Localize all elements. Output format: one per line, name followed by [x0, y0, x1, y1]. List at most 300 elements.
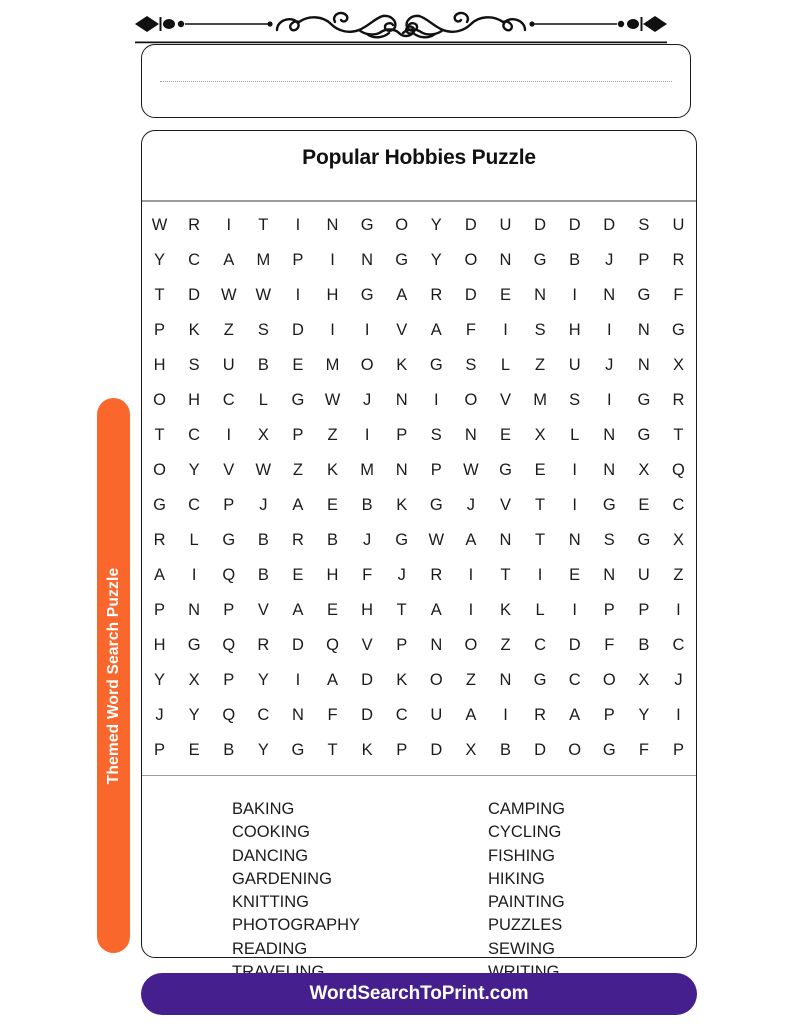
grid-cell[interactable]: B [257, 530, 269, 549]
grid-cell[interactable]: E [292, 565, 304, 584]
grid-cell[interactable]: I [606, 390, 612, 409]
grid-cell[interactable]: O [568, 740, 582, 759]
grid-cell[interactable]: U [499, 215, 512, 234]
grid-cell[interactable]: G [637, 530, 651, 549]
grid-cell[interactable]: F [604, 635, 615, 654]
grid-cell[interactable]: D [430, 740, 443, 759]
grid-cell[interactable]: O [429, 670, 443, 689]
word-list-item[interactable]: PUZZLES [488, 916, 563, 935]
grid-cell[interactable]: S [465, 355, 477, 374]
word-list-item[interactable]: COOKING [232, 823, 310, 842]
grid-cell[interactable]: P [672, 740, 684, 759]
grid-cell[interactable]: N [395, 460, 408, 479]
footer-website-label: WordSearchToPrint.com [309, 983, 529, 1004]
grid-cell[interactable]: K [499, 600, 511, 619]
grid-cell[interactable]: D [188, 285, 201, 304]
grid-cell[interactable]: P [638, 250, 650, 269]
grid-cell[interactable]: Y [430, 215, 442, 234]
grid-cell[interactable]: J [674, 670, 683, 689]
grid-cell[interactable]: S [430, 425, 442, 444]
word-list-item[interactable]: HIKING [488, 869, 545, 888]
grid-cell[interactable]: P [638, 600, 650, 619]
grid-row [142, 488, 696, 523]
grid-cell[interactable]: S [257, 320, 269, 339]
grid-cell[interactable]: Z [327, 425, 338, 444]
grid-cell[interactable]: P [154, 320, 166, 339]
grid-cell[interactable]: J [362, 530, 372, 549]
grid-cell[interactable]: Z [535, 355, 546, 374]
grid-cell[interactable]: P [603, 600, 615, 619]
grid-cell[interactable]: I [434, 390, 439, 409]
grid-cell[interactable]: I [364, 320, 370, 339]
grid-cell[interactable]: X [638, 460, 650, 479]
grid-cell[interactable]: J [397, 565, 406, 584]
grid-cell[interactable]: T [396, 600, 407, 619]
grid-cell[interactable]: A [430, 600, 442, 619]
grid-cell[interactable]: J [466, 495, 476, 514]
grid-cell[interactable]: N [637, 355, 650, 374]
grid-cell[interactable]: H [326, 565, 339, 584]
grid-cell[interactable]: O [464, 250, 478, 269]
grid-cell[interactable]: O [602, 670, 616, 689]
grid-cell[interactable]: R [672, 390, 685, 409]
grid-cell[interactable]: X [257, 425, 269, 444]
grid-row [142, 383, 696, 418]
grid-cell[interactable]: I [295, 285, 301, 304]
grid-cell[interactable]: I [503, 705, 508, 724]
grid-cell[interactable]: K [327, 460, 339, 479]
grid-cell[interactable]: W [151, 215, 168, 234]
grid-cell[interactable]: Y [257, 740, 269, 759]
grid-cell[interactable]: N [499, 670, 512, 689]
name-entry-box[interactable] [141, 44, 691, 118]
word-list-item[interactable]: PHOTOGRAPHY [232, 916, 361, 935]
grid-cell[interactable]: H [326, 285, 339, 304]
grid-cell[interactable]: X [188, 670, 200, 689]
grid-cell[interactable]: N [568, 530, 581, 549]
grid-cell[interactable]: O [153, 460, 166, 479]
grid-cell[interactable]: E [638, 495, 650, 514]
word-list-column-left [142, 798, 440, 984]
grid-cell[interactable]: O [464, 635, 478, 654]
grid-cell[interactable]: C [188, 250, 201, 269]
grid-cell[interactable]: K [396, 670, 408, 689]
word-list-item[interactable]: CYCLING [488, 823, 562, 842]
grid-cell[interactable]: T [500, 565, 511, 584]
grid-cell[interactable]: S [638, 215, 650, 234]
grid-cell[interactable]: G [360, 215, 374, 234]
ornament-divider [131, 2, 671, 44]
grid-cell[interactable]: B [327, 530, 339, 549]
grid-cell[interactable]: G [187, 635, 201, 654]
grid-cell[interactable]: D [291, 635, 304, 654]
grid-cell[interactable]: U [568, 355, 581, 374]
grid-cell[interactable]: D [361, 705, 374, 724]
grid-cell[interactable]: I [330, 250, 335, 269]
grid-cell[interactable]: I [537, 565, 543, 584]
grid-cell[interactable]: P [396, 425, 408, 444]
grid-cell[interactable]: X [638, 670, 650, 689]
grid-cell[interactable]: P [396, 740, 408, 759]
grid-row [142, 523, 696, 558]
grid-cell[interactable]: O [360, 355, 374, 374]
grid-cell[interactable]: J [605, 355, 614, 374]
grid-cell[interactable]: Z [465, 670, 476, 689]
grid-cell[interactable]: R [534, 705, 547, 724]
grid-cell[interactable]: A [430, 320, 442, 339]
grid-cell[interactable]: I [572, 285, 577, 304]
grid-cell[interactable]: C [672, 495, 685, 514]
grid-cell[interactable]: I [503, 320, 508, 339]
grid-cell[interactable]: H [188, 390, 201, 409]
grid-cell[interactable]: S [569, 390, 581, 409]
grid-cell[interactable]: C [222, 390, 235, 409]
grid-row [142, 313, 696, 348]
grid-cell[interactable]: P [292, 250, 304, 269]
grid-cell[interactable]: B [569, 250, 581, 269]
word-list-item[interactable]: GARDENING [232, 869, 332, 888]
word-list-item[interactable]: READING [232, 939, 308, 958]
grid-cell[interactable]: G [637, 390, 651, 409]
grid-cell[interactable]: U [637, 565, 650, 584]
grid-row [142, 208, 696, 243]
grid-cell[interactable]: I [572, 495, 577, 514]
grid-cell[interactable]: T [154, 285, 165, 304]
grid-cell[interactable]: I [226, 425, 232, 444]
side-tab-label: Themed Word Search Puzzle [104, 567, 122, 784]
grid-cell[interactable]: W [324, 390, 341, 409]
grid-cell[interactable]: P [603, 705, 615, 724]
grid-cell[interactable]: G [429, 355, 443, 374]
grid-cell[interactable]: L [535, 600, 545, 619]
grid-cell[interactable]: N [603, 460, 616, 479]
puzzle-card [141, 130, 697, 958]
grid-cell[interactable]: R [188, 215, 201, 234]
grid-cell[interactable]: E [534, 460, 546, 479]
grid-cell[interactable]: Z [673, 565, 684, 584]
grid-cell[interactable]: N [188, 600, 201, 619]
grid-cell[interactable]: D [464, 215, 477, 234]
grid-cell[interactable]: H [361, 600, 374, 619]
grid-cell[interactable]: O [464, 390, 478, 409]
grid-cell[interactable]: C [188, 495, 201, 514]
grid-cell[interactable]: C [188, 425, 201, 444]
grid-cell[interactable]: F [673, 285, 684, 304]
grid-cell[interactable]: P [223, 670, 235, 689]
grid-cell[interactable]: Y [154, 670, 166, 689]
grid-cell[interactable]: Y [638, 705, 650, 724]
grid-cell[interactable]: P [292, 425, 304, 444]
grid-cell[interactable]: R [153, 530, 166, 549]
grid-cell[interactable]: A [465, 705, 477, 724]
grid-cell[interactable]: M [256, 250, 271, 269]
footer-banner[interactable] [141, 973, 697, 1015]
grid-row [142, 453, 696, 488]
grid-cell[interactable]: N [603, 285, 616, 304]
grid-cell[interactable]: I [295, 215, 301, 234]
grid-cell[interactable]: N [603, 425, 616, 444]
grid-cell[interactable]: I [226, 215, 232, 234]
grid-cell[interactable]: G [637, 425, 651, 444]
grid-cell[interactable]: R [291, 530, 304, 549]
grid-cell[interactable]: A [396, 285, 408, 304]
grid-cell[interactable]: P [223, 600, 235, 619]
grid-cell[interactable]: J [155, 705, 164, 724]
word-list-item[interactable]: FISHING [488, 846, 555, 865]
grid-cell[interactable]: D [464, 285, 477, 304]
word-list-item[interactable]: KNITTING [232, 893, 309, 912]
grid-cell[interactable]: P [154, 600, 166, 619]
word-list-item[interactable]: CAMPING [488, 800, 566, 818]
grid-cell[interactable]: D [534, 215, 547, 234]
grid-cell[interactable]: G [602, 740, 616, 759]
grid-cell[interactable]: G [429, 495, 443, 514]
grid-cell[interactable]: H [153, 355, 166, 374]
grid-cell[interactable]: W [220, 285, 237, 304]
grid-cell[interactable]: B [638, 635, 650, 654]
grid-cell[interactable]: G [291, 390, 305, 409]
grid-cell[interactable]: C [395, 705, 408, 724]
grid-cell[interactable]: Y [154, 250, 166, 269]
grid-cell[interactable]: I [572, 460, 577, 479]
side-tab [97, 398, 130, 953]
grid-cell[interactable]: G [533, 250, 547, 269]
grid-cell[interactable]: I [676, 705, 681, 724]
grid-cell[interactable]: S [188, 355, 200, 374]
grid-cell[interactable]: O [395, 215, 409, 234]
grid-cell[interactable]: N [464, 425, 477, 444]
grid-row [142, 348, 696, 383]
grid-cell[interactable]: I [468, 600, 474, 619]
word-list-item[interactable]: BAKING [232, 800, 295, 818]
grid-cell[interactable]: R [672, 250, 685, 269]
grid-cell[interactable]: I [572, 600, 577, 619]
grid-cell[interactable]: G [533, 670, 547, 689]
grid-cell[interactable]: I [364, 425, 370, 444]
grid-cell[interactable]: I [191, 565, 197, 584]
grid-cell[interactable]: Z [292, 460, 303, 479]
grid-cell[interactable]: N [499, 530, 512, 549]
grid-cell[interactable]: Q [222, 705, 236, 724]
grid-cell[interactable]: A [292, 600, 304, 619]
grid-cell[interactable]: M [360, 460, 374, 479]
grid-cell[interactable]: V [499, 495, 511, 514]
grid-cell[interactable]: R [257, 635, 270, 654]
grid-cell[interactable]: L [570, 425, 580, 444]
grid-cell[interactable]: E [188, 740, 200, 759]
grid-cell[interactable]: G [291, 740, 305, 759]
grid-row [142, 278, 696, 313]
grid-cell[interactable]: A [569, 705, 581, 724]
grid-cell[interactable]: Y [188, 705, 200, 724]
grid-cell[interactable]: Y [188, 460, 200, 479]
grid-cell[interactable]: E [292, 355, 304, 374]
grid-cell[interactable]: Z [500, 635, 511, 654]
grid-cell[interactable]: K [396, 495, 408, 514]
grid-cell[interactable]: U [222, 355, 235, 374]
grid-cell[interactable]: G [222, 530, 236, 549]
grid-cell[interactable]: N [499, 250, 512, 269]
grid-cell[interactable]: W [463, 460, 479, 479]
grid-cell[interactable]: D [534, 740, 547, 759]
grid-cell[interactable]: L [258, 390, 268, 409]
grid-cell[interactable]: K [396, 355, 408, 374]
grid-cell[interactable]: J [362, 390, 372, 409]
grid-cell[interactable]: G [395, 530, 409, 549]
grid-cell[interactable]: A [465, 530, 477, 549]
grid-cell[interactable]: N [395, 390, 408, 409]
grid-cell[interactable]: V [361, 635, 373, 654]
grid-cell[interactable]: X [672, 355, 684, 374]
grid-row [142, 698, 696, 733]
grid-cell[interactable]: D [568, 215, 581, 234]
grid-cell[interactable]: H [153, 635, 166, 654]
grid-cell[interactable]: T [258, 215, 269, 234]
letter-grid[interactable] [142, 202, 696, 768]
grid-cell[interactable]: X [465, 740, 477, 759]
grid-cell[interactable]: N [534, 285, 547, 304]
grid-cell[interactable]: N [603, 565, 616, 584]
grid-cell[interactable]: F [362, 565, 373, 584]
grid-cell[interactable]: F [465, 320, 476, 339]
grid-cell[interactable]: W [255, 285, 272, 304]
grid-cell[interactable]: N [291, 705, 304, 724]
grid-cell[interactable]: J [605, 250, 614, 269]
grid-cell[interactable]: Q [222, 635, 236, 654]
grid-cell[interactable]: G [602, 495, 616, 514]
grid-cell[interactable]: P [396, 635, 408, 654]
grid-cell[interactable]: R [430, 565, 443, 584]
grid-row [142, 593, 696, 628]
grid-cell[interactable]: K [188, 320, 200, 339]
grid-cell[interactable]: V [223, 460, 235, 479]
grid-cell[interactable]: C [534, 635, 547, 654]
grid-row [142, 243, 696, 278]
grid-cell[interactable]: D [603, 215, 616, 234]
grid-cell[interactable]: Y [257, 670, 269, 689]
grid-cell[interactable]: H [568, 320, 581, 339]
grid-cell[interactable]: P [154, 740, 166, 759]
word-list-column-right [440, 798, 696, 984]
grid-cell[interactable]: G [499, 460, 512, 479]
grid-cell[interactable]: I [295, 670, 301, 689]
grid-cell[interactable]: F [327, 705, 338, 724]
grid-cell[interactable]: E [499, 285, 511, 304]
grid-cell[interactable]: J [259, 495, 268, 514]
grid-cell[interactable]: C [257, 705, 270, 724]
grid-cell[interactable]: U [430, 705, 443, 724]
grid-cell[interactable]: V [257, 600, 269, 619]
grid-cell[interactable]: D [568, 635, 581, 654]
grid-cell[interactable]: A [327, 670, 339, 689]
grid-cell[interactable]: U [672, 215, 685, 234]
grid-cell[interactable]: G [395, 250, 409, 269]
grid-cell[interactable]: X [534, 425, 546, 444]
grid-cell[interactable]: G [360, 285, 374, 304]
word-list [142, 776, 696, 984]
grid-cell[interactable]: Q [672, 460, 685, 479]
grid-cell[interactable]: P [223, 495, 235, 514]
grid-cell[interactable]: E [327, 600, 339, 619]
grid-cell[interactable]: N [637, 320, 650, 339]
grid-cell[interactable]: I [468, 565, 474, 584]
grid-cell[interactable]: I [676, 600, 681, 619]
grid-row [142, 628, 696, 663]
grid-cell[interactable]: V [396, 320, 408, 339]
grid-cell[interactable]: L [189, 530, 199, 549]
grid-cell[interactable]: Q [326, 635, 339, 654]
grid-cell[interactable]: F [638, 740, 649, 759]
grid-cell[interactable]: T [535, 530, 546, 549]
grid-cell[interactable]: G [672, 320, 685, 339]
grid-cell[interactable]: N [326, 215, 339, 234]
grid-row [142, 663, 696, 698]
grid-row [142, 558, 696, 593]
grid-cell[interactable]: B [499, 740, 511, 759]
grid-cell[interactable]: D [291, 320, 304, 339]
page-title: Popular Hobbies Puzzle [302, 146, 536, 169]
grid-cell[interactable]: T [535, 495, 546, 514]
word-list-item[interactable]: DANCING [232, 846, 309, 865]
grid-cell[interactable]: A [154, 565, 166, 584]
grid-cell[interactable]: M [325, 355, 340, 374]
grid-cell[interactable]: Y [430, 250, 442, 269]
grid-cell[interactable]: Q [222, 565, 236, 584]
grid-cell[interactable]: O [153, 390, 166, 409]
grid-cell[interactable]: B [257, 565, 269, 584]
grid-cell[interactable]: E [499, 425, 511, 444]
grid-cell[interactable]: W [255, 460, 272, 479]
grid-cell[interactable]: B [361, 495, 373, 514]
filigree-scroll-icon [131, 2, 671, 44]
grid-cell[interactable]: D [361, 670, 374, 689]
grid-cell[interactable]: Z [223, 320, 234, 339]
grid-cell[interactable]: B [257, 355, 269, 374]
grid-cell[interactable]: W [428, 530, 445, 549]
grid-cell[interactable]: P [430, 460, 442, 479]
grid-cell[interactable]: N [430, 635, 443, 654]
grid-cell[interactable]: X [672, 530, 684, 549]
grid-cell[interactable]: L [500, 355, 511, 374]
grid-cell[interactable]: S [534, 320, 546, 339]
grid-cell[interactable]: E [327, 495, 339, 514]
grid-cell[interactable]: V [499, 390, 511, 409]
grid-cell[interactable]: T [154, 425, 165, 444]
grid-cell[interactable]: A [223, 250, 235, 269]
grid-cell[interactable]: B [223, 740, 235, 759]
grid-cell[interactable]: E [569, 565, 581, 584]
grid-cell[interactable]: R [430, 285, 443, 304]
grid-row [142, 733, 696, 768]
grid-cell[interactable]: C [568, 670, 581, 689]
grid-cell[interactable]: C [672, 635, 685, 654]
grid-cell[interactable]: G [153, 495, 166, 514]
grid-cell[interactable]: G [637, 285, 651, 304]
grid-cell[interactable]: A [292, 495, 304, 514]
grid-cell[interactable]: M [533, 390, 547, 409]
grid-row [142, 418, 696, 453]
grid-cell[interactable]: I [330, 320, 335, 339]
word-list-item[interactable]: SEWING [488, 939, 555, 958]
grid-cell[interactable]: T [673, 425, 684, 444]
grid-cell[interactable]: S [603, 530, 615, 549]
word-list-item[interactable]: PAINTING [488, 893, 565, 912]
grid-cell[interactable]: I [606, 320, 612, 339]
grid-cell[interactable]: K [361, 740, 373, 759]
grid-cell[interactable]: N [361, 250, 374, 269]
grid-cell[interactable]: T [327, 740, 338, 759]
name-write-line [160, 81, 672, 82]
